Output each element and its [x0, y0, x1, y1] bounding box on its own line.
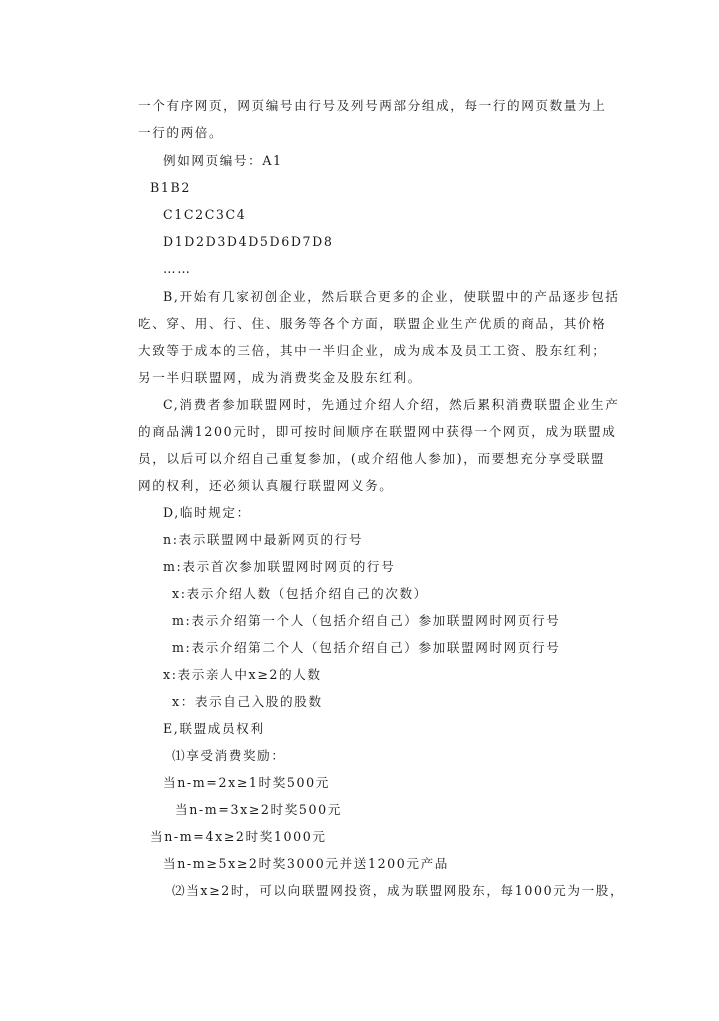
- text-line: x:表示介绍人数（包括介绍自己的次数）: [172, 586, 428, 601]
- text-line: 当n-m=4x≥2时奖1000元: [150, 829, 327, 844]
- text-line: C,消费者参加联盟网时，先通过介绍人介绍，然后累积消费联盟企业生产: [163, 397, 620, 412]
- text-line: E,联盟成员权利: [163, 721, 265, 736]
- text-line: D,临时规定：: [163, 505, 251, 520]
- text-line: 的商品满1200元时，即可按时间顺序在联盟网中获得一个网页，成为联盟成: [138, 424, 617, 439]
- text-line: 网的权利，还必须认真履行联盟网义务。: [138, 478, 394, 493]
- text-line: 员，以后可以介绍自己重复参加，(或介绍他人参加)，而要想充分享受联盟: [138, 451, 606, 466]
- text-line: m:表示首次参加联盟网时网页的行号: [163, 559, 396, 574]
- text-line: C1C2C3C4: [163, 207, 247, 222]
- text-line: ⑵当x≥2时，可以向联盟网投资，成为联盟网股东，每1000元为一股，: [172, 883, 625, 898]
- text-line: 当n-m=2x≥1时奖500元: [163, 775, 330, 790]
- text-line: x：表示自己入股的股数: [172, 694, 323, 709]
- text-line: B1B2: [150, 180, 191, 195]
- text-line: m:表示介绍第一个人（包括介绍自己）参加联盟网时网页行号: [172, 613, 561, 628]
- text-line: ⑴享受消费奖励：: [172, 748, 286, 763]
- text-line: 例如网页编号：A1: [163, 153, 283, 168]
- text-line: B,开始有几家初创企业，然后联合更多的企业，使联盟中的产品逐步包括: [163, 289, 620, 304]
- text-line: D1D2D3D4D5D6D7D8: [163, 234, 334, 249]
- text-line: 另一半归联盟网，成为消费奖金及股东红利。: [138, 370, 422, 385]
- text-line: ……: [163, 261, 192, 276]
- text-line: 当n-m≥5x≥2时奖3000元并送1200元产品: [163, 856, 449, 871]
- text-line: m:表示介绍第二个人（包括介绍自己）参加联盟网时网页行号: [172, 640, 561, 655]
- text-line: 大致等于成本的三倍，其中一半归企业，成为成本及员工工资、股东红利；: [138, 343, 607, 358]
- text-line: 当n-m=3x≥2时奖500元: [175, 802, 342, 817]
- text-line: 一行的两倍。: [138, 125, 224, 140]
- text-line: 一个有序网页，网页编号由行号及列号两部分组成，每一行的网页数量为上: [138, 98, 607, 113]
- text-line: 吃、穿、用、行、住、服务等各个方面，联盟企业生产优质的商品，其价格: [138, 316, 607, 331]
- text-line: x:表示亲人中x≥2的人数: [163, 667, 322, 682]
- text-line: n:表示联盟网中最新网页的行号: [163, 532, 364, 547]
